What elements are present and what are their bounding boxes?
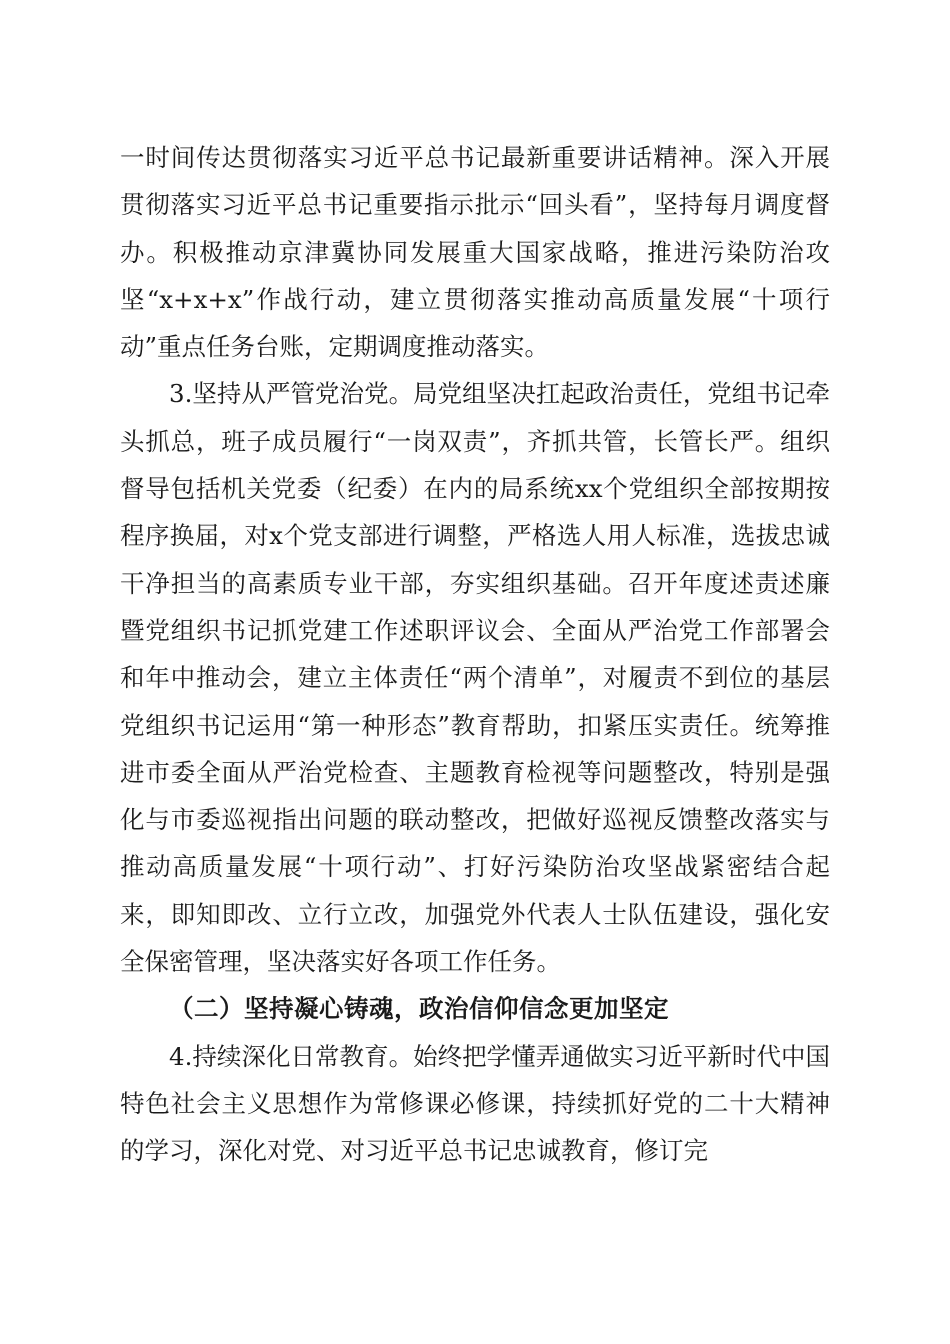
body-paragraph-item-3: 3.坚持从严管党治党。局党组坚决扛起政治责任，党组书记牵头抓总，班子成员履行“一岗双责”，齐抓共管，长管长严。组织督导包括机关党委（纪委）在内的局系统xx个党组织全部按期按程序换届，对x个党支部进行调整，严格选人用人标准，选拔忠诚干净担当的高素质专业干部，夯实组织基础。召开年度述责述廉暨党组织书记抓党建工作述职评议会、全面从严治党工作部署会和年中推动会，建立主体责任“两个清单”，对履责不到位的基层党组织书记运用“第一种形态”教育帮助，扣紧压实责任。统筹推进市委全面从严治党检查、主题教育检视等问题整改，特别是强化与市委巡视指出问题的联动整改，把做好巡视反馈整改落实与推动高质量发展“十项行动”、打好污染防治攻坚战紧密结合起来，即知即改、立行立改，加强党外代表人士队伍建设，强化安全保密管理，坚决落实好各项工作任务。 — [120, 379, 830, 977]
body-paragraph-continued: 一时间传达贯彻落实习近平总书记最新重要讲话精神。深入开展贯彻落实习近平总书记重要指示批示“回头看”，坚持每月调度督办。积极推动京津冀协同发展重大国家战略，推进污染防治攻坚“x+x+x”作战行动，建立贯彻落实推动高质量发展“十项行动”重点任务台账，定期调度推动落实。 — [120, 143, 830, 362]
body-paragraph-item-4: 4.持续深化日常教育。始终把学懂弄通做实习近平新时代中国特色社会主义思想作为常修课必修课，持续抓好党的二十大精神的学习，深化对党、对习近平总书记忠诚教育，修订完 — [120, 1041, 830, 1166]
section-heading: （二）坚持凝心铸魂，政治信仰信念更加坚定 — [169, 994, 669, 1024]
document-body — [120, 134, 830, 1175]
